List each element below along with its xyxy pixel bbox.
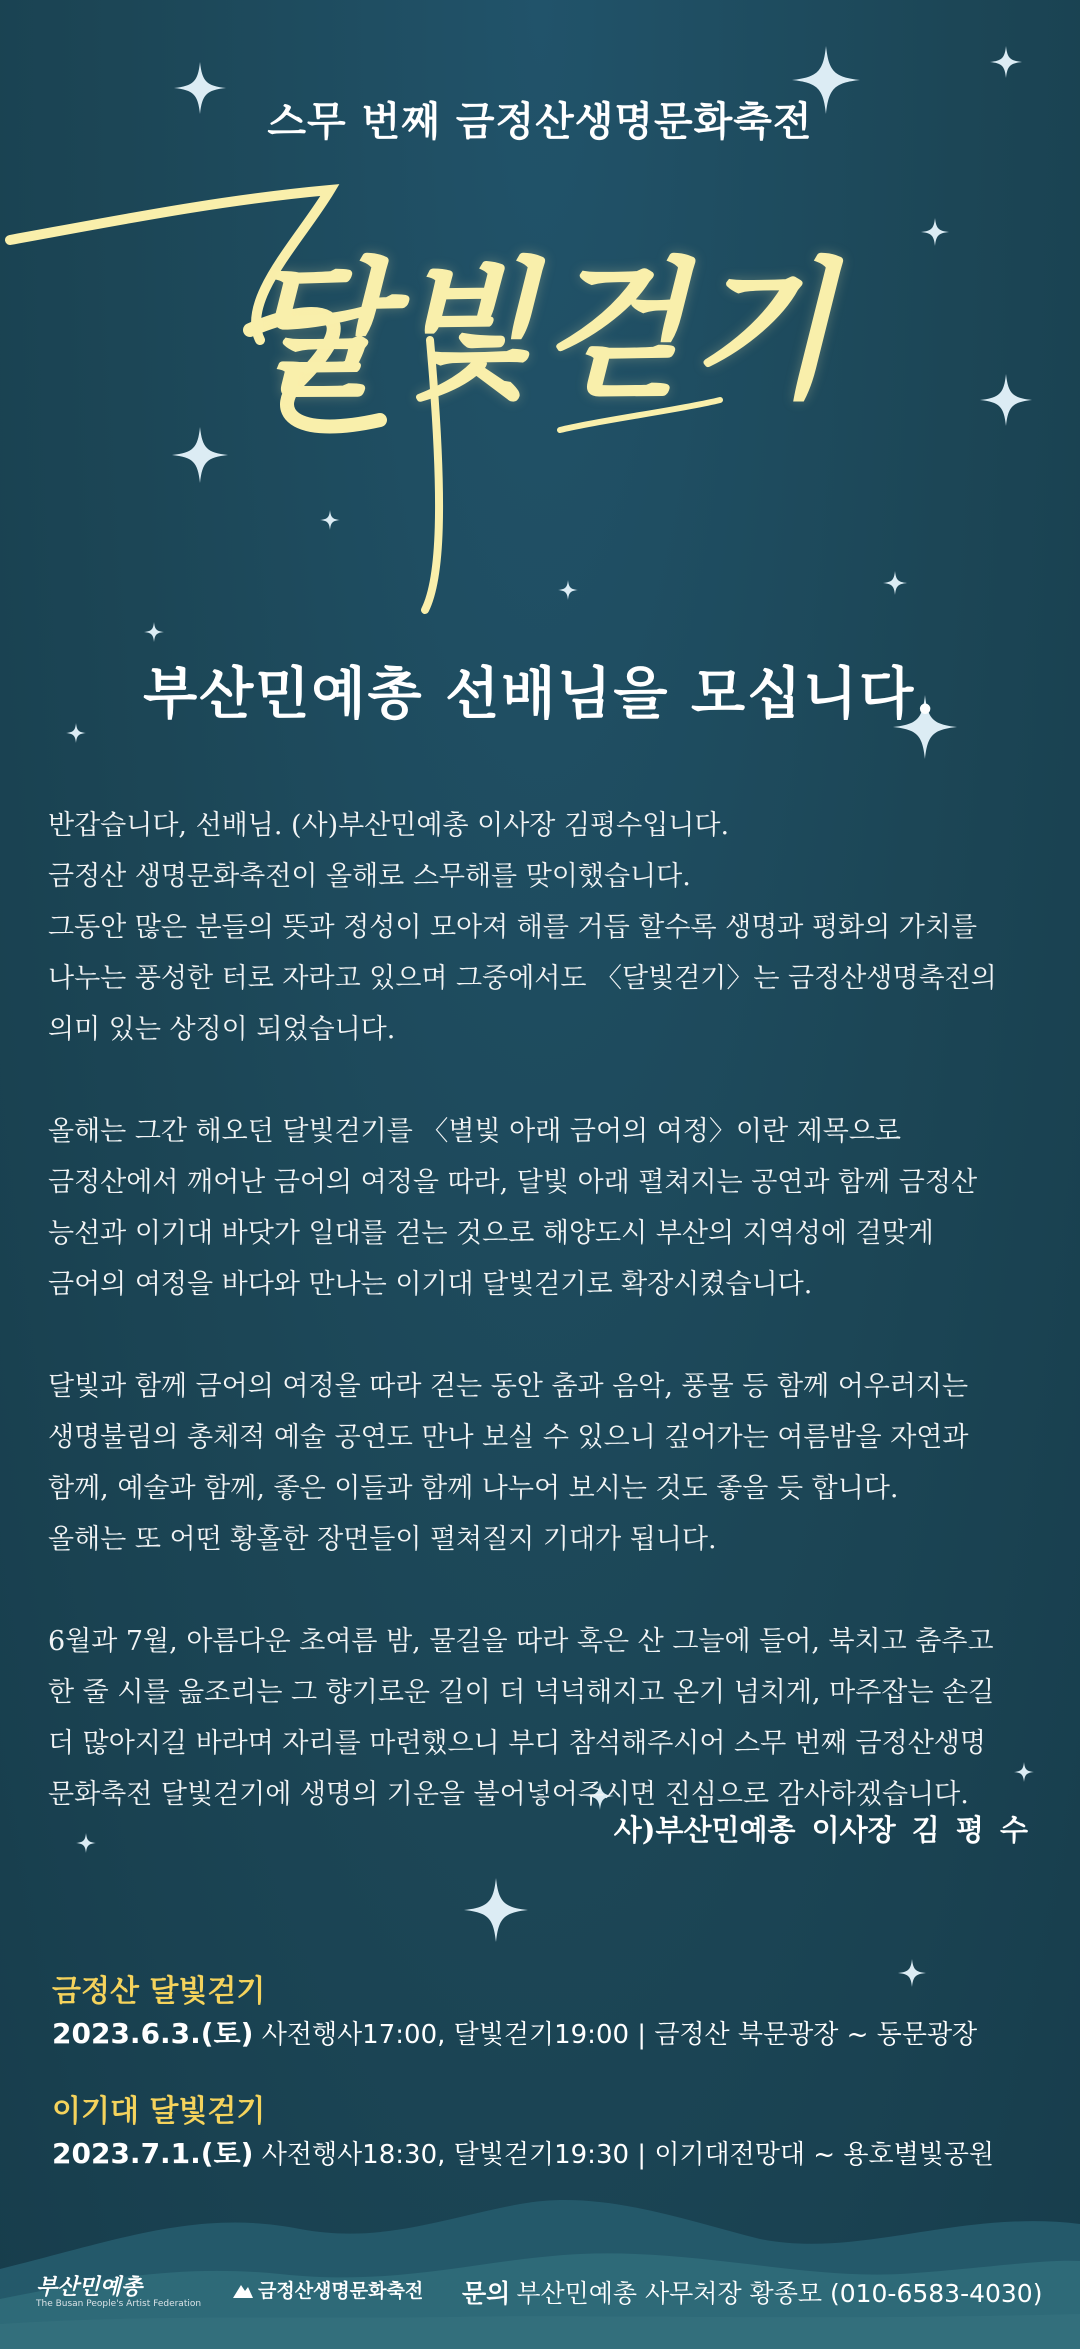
- letter-line: 한 줄 시를 읊조리는 그 향기로운 길이 더 넉넉해지고 온기 넘치게, 마주잡는 손길: [48, 1677, 995, 1708]
- event-date: 2023.6.3.(토): [52, 2017, 254, 2050]
- star-icon: [144, 622, 164, 642]
- letter-line: 올해는 또 어떤 황홀한 장면들이 펼쳐질지 기대가 됩니다.: [48, 1524, 717, 1555]
- letter-line: 더 많아지길 바라며 자리를 마련했으니 부디 참석해주시어 스무 번째 금정산생명: [48, 1728, 986, 1759]
- contact-text: 부산민예총 사무처장 황종모 (010-6583-4030): [516, 2279, 1043, 2308]
- event-schedule: 사전행사17:00, 달빛걷기19:00 | 금정산 북문광장 ~ 동문광장: [253, 2020, 978, 2050]
- letter-line: 금정산에서 깨어난 금어의 여정을 따라, 달빛 아래 펼쳐지는 공연과 함께 금정산: [48, 1167, 978, 1198]
- letter-paragraph: [48, 1361, 1038, 1565]
- contact-info: [462, 2274, 1042, 2310]
- contact-label: 문의: [462, 2279, 511, 2308]
- festival-logo-text: 금정산생명문화축전: [258, 2280, 424, 2302]
- letter-line: 의미 있는 상징이 되었습니다.: [48, 1014, 396, 1045]
- event-detail-geumjeongsan: [52, 2012, 977, 2052]
- busan-minyechong-logo: [36, 2270, 201, 2309]
- letter-paragraph: [48, 1616, 1038, 1820]
- event-date: 2023.7.1.(토): [52, 2137, 254, 2170]
- invitation-headline: 부산민예총 선배님을 모십니다.: [143, 661, 937, 727]
- letter-paragraph: [48, 1106, 1038, 1310]
- event-title-igidae: 이기대 달빛걷기: [52, 2094, 266, 2129]
- letter-body: [48, 800, 1038, 1871]
- title-dalbit-geotgi: 달빛걷기: [242, 243, 838, 419]
- letter-line: 금정산 생명문화축전이 올해로 스무해를 맞이했습니다.: [48, 861, 691, 892]
- logo-subtext: The Busan People's Artist Federation: [36, 2299, 202, 2309]
- footer: [0, 2270, 1080, 2320]
- logo-text: 부산민예총: [36, 2275, 143, 2300]
- letter-line: 금어의 여정을 바다와 만나는 이기대 달빛걷기로 확장시켰습니다.: [48, 1269, 813, 1300]
- festival-subtitle: 스무 번째 금정산생명문화축전: [267, 99, 813, 145]
- letter-line: 6월과 7월, 아름다운 초여름 밤, 물길을 따라 혹은 산 그늘에 들어, 북치고 춤추고: [48, 1626, 994, 1657]
- letter-line: 능선과 이기대 바닷가 일대를 걷는 것으로 해양도시 부산의 지역성에 걸맞게: [48, 1218, 934, 1249]
- star-icon: [898, 1959, 926, 1987]
- letter-line: 생명불림의 총체적 예술 공연도 만나 보실 수 있으니 깊어가는 여름밤을 자연과: [48, 1422, 969, 1453]
- letter-line: 문화축전 달빛걷기에 생명의 기운을 불어넣어주시면 진심으로 감사하겠습니다.: [48, 1779, 969, 1810]
- letter-paragraph: [48, 800, 1038, 1055]
- letter-line: 반갑습니다, 선배님. (사)부산민예총 이사장 김평수입니다.: [48, 810, 730, 841]
- star-icon: [990, 46, 1022, 78]
- mountain-logo-icon: [232, 2282, 254, 2300]
- signature: 사)부산민예총 이사장 김 평 수: [613, 1813, 1028, 1847]
- letter-line: 나누는 풍성한 터로 자라고 있으며 그중에서도 〈달빛걷기〉는 금정산생명축전의: [48, 963, 997, 994]
- letter-line: 그동안 많은 분들의 뜻과 정성이 모아져 해를 거듭 할수록 생명과 평화의 가치를: [48, 912, 978, 943]
- star-icon: [464, 1878, 528, 1942]
- festival-logo: [232, 2276, 423, 2303]
- letter-line: 달빛과 함께 금어의 여정을 따라 걷는 동안 춤과 음악, 풍물 등 함께 어우러지는: [48, 1371, 969, 1402]
- letter-line: 함께, 예술과 함께, 좋은 이들과 함께 나누어 보시는 것도 좋을 듯 합니다.: [48, 1473, 899, 1504]
- event-schedule: 사전행사18:30, 달빛걷기19:30 | 이기대전망대 ~ 용호별빛공원: [253, 2140, 995, 2170]
- letter-line: 올해는 그간 해오던 달빛걷기를 〈별빛 아래 금어의 여정〉이란 제목으로: [48, 1116, 901, 1147]
- event-title-geumjeongsan: 금정산 달빛걷기: [52, 1974, 266, 2009]
